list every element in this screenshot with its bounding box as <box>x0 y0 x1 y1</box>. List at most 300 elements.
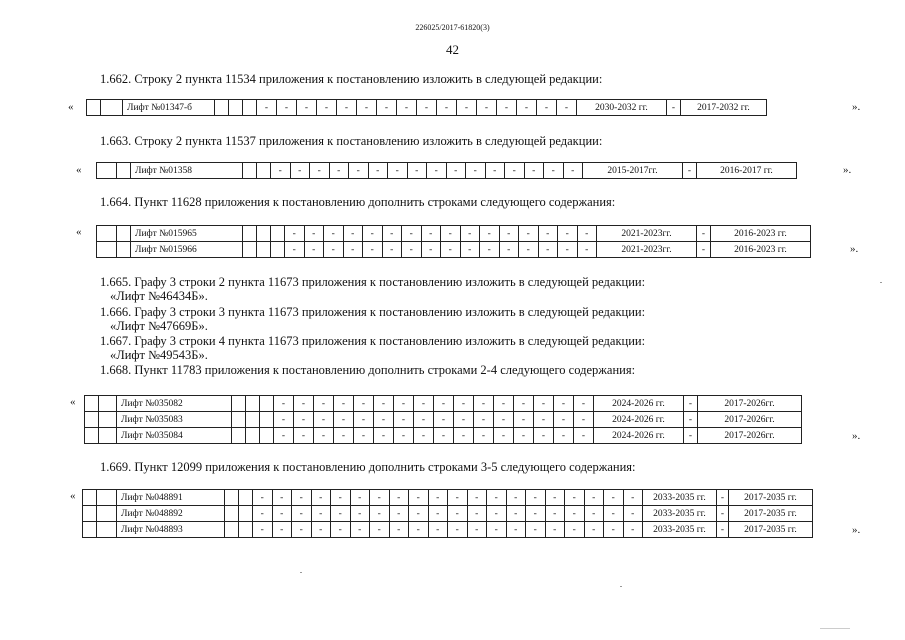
empty-cell <box>97 522 117 538</box>
dash-cell: - <box>285 242 305 258</box>
dash-cell: - <box>506 522 526 538</box>
dash-cell: - <box>414 428 434 444</box>
dash-cell: - <box>505 163 525 179</box>
empty-cell <box>257 163 271 179</box>
plan-period: 2016-2017 гг. <box>697 163 797 179</box>
elevator-name: Лифт №015965 <box>131 226 243 242</box>
dash-cell: - <box>558 226 578 242</box>
dash-cell: - <box>272 490 292 506</box>
empty-cell <box>239 506 253 522</box>
empty-cell <box>99 428 117 444</box>
dash-cell: - <box>497 100 517 116</box>
empty-cell <box>232 428 246 444</box>
dash-cell: - <box>684 412 698 428</box>
empty-cell <box>257 226 271 242</box>
empty-cell <box>271 226 285 242</box>
dash-cell: - <box>534 396 554 412</box>
registry-table <box>86 99 767 116</box>
dash-cell: - <box>514 412 534 428</box>
dash-cell: - <box>382 242 402 258</box>
dash-cell: - <box>271 163 291 179</box>
replacement-quote: «Лифт №49543Б». <box>110 348 208 362</box>
dash-cell: - <box>534 428 554 444</box>
work-period: 2024-2026 гг. <box>594 412 684 428</box>
work-period: 2024-2026 гг. <box>594 396 684 412</box>
dash-cell: - <box>350 506 370 522</box>
empty-cell <box>271 242 285 258</box>
open-quote: « <box>68 101 74 113</box>
dash-cell: - <box>314 412 334 428</box>
dash-cell: - <box>294 412 314 428</box>
dash-cell: - <box>574 396 594 412</box>
work-period: 2015-2017гг. <box>583 163 683 179</box>
dash-cell: - <box>350 490 370 506</box>
empty-cell <box>101 100 123 116</box>
dash-cell: - <box>526 522 546 538</box>
section-heading: 1.664. Пункт 11628 приложения к постановлению дополнить строками следующего содержания: <box>100 195 616 209</box>
empty-cell <box>83 490 97 506</box>
scan-speck <box>620 586 622 587</box>
empty-cell <box>97 163 117 179</box>
dash-cell: - <box>310 163 330 179</box>
empty-cell <box>239 522 253 538</box>
dash-cell: - <box>474 428 494 444</box>
dash-cell: - <box>290 163 310 179</box>
dash-cell: - <box>683 163 697 179</box>
dash-cell: - <box>565 522 585 538</box>
empty-cell <box>225 490 239 506</box>
page-number: 42 <box>446 42 459 57</box>
empty-cell <box>246 396 260 412</box>
dash-cell: - <box>324 242 344 258</box>
dash-cell: - <box>337 100 357 116</box>
dash-cell: - <box>434 396 454 412</box>
dash-cell: - <box>294 428 314 444</box>
empty-cell <box>83 522 97 538</box>
dash-cell: - <box>519 242 539 258</box>
dash-cell: - <box>421 242 441 258</box>
empty-cell <box>243 163 257 179</box>
dash-cell: - <box>311 506 331 522</box>
dash-cell: - <box>604 490 624 506</box>
dash-cell: - <box>448 506 468 522</box>
dash-cell: - <box>537 100 557 116</box>
dash-cell: - <box>374 396 394 412</box>
dash-cell: - <box>257 100 277 116</box>
dash-cell: - <box>514 428 534 444</box>
dash-cell: - <box>544 163 564 179</box>
dash-cell: - <box>274 396 294 412</box>
table-row <box>97 242 811 258</box>
dash-cell: - <box>684 428 698 444</box>
dash-cell: - <box>334 412 354 428</box>
dash-cell: - <box>334 396 354 412</box>
dash-cell: - <box>374 428 394 444</box>
empty-cell <box>117 226 131 242</box>
table-row <box>85 412 802 428</box>
dash-cell: - <box>584 506 604 522</box>
section-heading: 1.665. Графу 3 строки 2 пункта 11673 приложения к постановлению изложить в следующей редакции: <box>100 275 646 289</box>
dash-cell: - <box>558 242 578 258</box>
scan-speck <box>820 628 850 629</box>
dash-cell: - <box>409 506 429 522</box>
empty-cell <box>215 100 229 116</box>
dash-cell: - <box>434 412 454 428</box>
dash-cell: - <box>487 522 507 538</box>
dash-cell: - <box>717 506 729 522</box>
elevator-name: Лифт №035083 <box>117 412 232 428</box>
empty-cell <box>246 412 260 428</box>
dash-cell: - <box>514 396 534 412</box>
dash-cell: - <box>545 506 565 522</box>
dash-cell: - <box>294 396 314 412</box>
close-quote: ». <box>850 243 859 255</box>
elevator-name: Лифт №015966 <box>131 242 243 258</box>
dash-cell: - <box>314 396 334 412</box>
dash-cell: - <box>545 490 565 506</box>
dash-cell: - <box>409 490 429 506</box>
dash-cell: - <box>331 490 351 506</box>
dash-cell: - <box>292 490 312 506</box>
dash-cell: - <box>417 100 437 116</box>
dash-cell: - <box>477 100 497 116</box>
table-row <box>97 226 811 242</box>
empty-cell <box>117 242 131 258</box>
empty-cell <box>243 226 257 242</box>
dash-cell: - <box>684 396 698 412</box>
dash-cell: - <box>277 100 297 116</box>
dash-cell: - <box>584 522 604 538</box>
dash-cell: - <box>697 226 711 242</box>
dash-cell: - <box>382 226 402 242</box>
dash-cell: - <box>437 100 457 116</box>
work-period: 2024-2026 гг. <box>594 428 684 444</box>
section-heading: 1.662. Строку 2 пункта 11534 приложения к постановлению изложить в следующей редакции: <box>100 72 603 86</box>
dash-cell: - <box>538 226 558 242</box>
dash-cell: - <box>370 490 390 506</box>
dash-cell: - <box>467 522 487 538</box>
empty-cell <box>117 163 131 179</box>
empty-cell <box>97 490 117 506</box>
empty-cell <box>85 412 99 428</box>
dash-cell: - <box>448 490 468 506</box>
dash-cell: - <box>274 428 294 444</box>
elevator-name: Лифт №048893 <box>117 522 225 538</box>
dash-cell: - <box>370 506 390 522</box>
dash-cell: - <box>377 100 397 116</box>
dash-cell: - <box>253 490 273 506</box>
dash-cell: - <box>272 506 292 522</box>
dash-cell: - <box>574 428 594 444</box>
dash-cell: - <box>394 428 414 444</box>
empty-cell <box>225 506 239 522</box>
dash-cell: - <box>354 428 374 444</box>
dash-cell: - <box>480 242 500 258</box>
table-row <box>85 396 802 412</box>
dash-cell: - <box>454 428 474 444</box>
dash-cell: - <box>253 522 273 538</box>
dash-cell: - <box>272 522 292 538</box>
empty-cell <box>232 412 246 428</box>
dash-cell: - <box>363 226 383 242</box>
open-quote: « <box>70 396 76 408</box>
table-row <box>87 100 767 116</box>
section-heading: 1.666. Графу 3 строки 3 пункта 11673 приложения к постановлению изложить в следующей редакции: <box>100 305 646 319</box>
dash-cell: - <box>349 163 369 179</box>
dash-cell: - <box>414 396 434 412</box>
section-heading: 1.668. Пункт 11783 приложения к постановлению дополнить строками 2-4 следующего содержания: <box>100 363 636 377</box>
dash-cell: - <box>454 396 474 412</box>
table-row <box>97 163 797 179</box>
dash-cell: - <box>577 242 597 258</box>
dash-cell: - <box>557 100 577 116</box>
registry-table <box>96 225 811 258</box>
work-period: 2033-2035 гг. <box>643 506 717 522</box>
dash-cell: - <box>388 163 408 179</box>
dash-cell: - <box>407 163 427 179</box>
plan-period: 2017-2026гг. <box>698 412 802 428</box>
dash-cell: - <box>324 226 344 242</box>
dash-cell: - <box>545 522 565 538</box>
table-row <box>83 522 813 538</box>
work-period: 2033-2035 гг. <box>643 522 717 538</box>
dash-cell: - <box>485 163 505 179</box>
dash-cell: - <box>554 396 574 412</box>
dash-cell: - <box>285 226 305 242</box>
dash-cell: - <box>331 506 351 522</box>
empty-cell <box>246 428 260 444</box>
dash-cell: - <box>467 490 487 506</box>
dash-cell: - <box>526 506 546 522</box>
table-row <box>83 490 813 506</box>
dash-cell: - <box>446 163 466 179</box>
open-quote: « <box>70 490 76 502</box>
dash-cell: - <box>292 506 312 522</box>
dash-cell: - <box>441 226 461 242</box>
replacement-quote: «Лифт №46434Б». <box>110 289 208 303</box>
close-quote: ». <box>852 101 861 113</box>
empty-cell <box>232 396 246 412</box>
dash-cell: - <box>474 412 494 428</box>
dash-cell: - <box>397 100 417 116</box>
empty-cell <box>97 506 117 522</box>
dash-cell: - <box>526 490 546 506</box>
dash-cell: - <box>457 100 477 116</box>
dash-cell: - <box>297 100 317 116</box>
plan-period: 2017-2035 гг. <box>729 506 813 522</box>
open-quote: « <box>76 164 82 176</box>
dash-cell: - <box>623 506 643 522</box>
empty-cell <box>97 226 117 242</box>
dash-cell: - <box>409 522 429 538</box>
dash-cell: - <box>563 163 583 179</box>
empty-cell <box>83 506 97 522</box>
document-id: 226025/2017-61820(3) <box>415 23 490 32</box>
open-quote: « <box>76 226 82 238</box>
plan-period: 2017-2026гг. <box>698 428 802 444</box>
dash-cell: - <box>389 490 409 506</box>
elevator-name: Лифт №048892 <box>117 506 225 522</box>
table-row <box>85 428 802 444</box>
dash-cell: - <box>354 396 374 412</box>
dash-cell: - <box>428 506 448 522</box>
dash-cell: - <box>448 522 468 538</box>
elevator-name: Лифт №035082 <box>117 396 232 412</box>
dash-cell: - <box>517 100 537 116</box>
dash-cell: - <box>402 242 422 258</box>
empty-cell <box>239 490 253 506</box>
dash-cell: - <box>524 163 544 179</box>
empty-cell <box>257 242 271 258</box>
dash-cell: - <box>519 226 539 242</box>
scan-speck <box>300 572 302 573</box>
dash-cell: - <box>538 242 558 258</box>
empty-cell <box>260 428 274 444</box>
empty-cell <box>85 396 99 412</box>
elevator-name: Лифт №048891 <box>117 490 225 506</box>
dash-cell: - <box>480 226 500 242</box>
dash-cell: - <box>697 242 711 258</box>
dash-cell: - <box>467 506 487 522</box>
registry-table <box>96 162 797 179</box>
dash-cell: - <box>357 100 377 116</box>
section-heading: 1.669. Пункт 12099 приложения к постановлению дополнить строками 3-5 следующего содержания: <box>100 460 636 474</box>
dash-cell: - <box>427 163 447 179</box>
dash-cell: - <box>460 226 480 242</box>
empty-cell <box>85 428 99 444</box>
replacement-quote: «Лифт №47669Б». <box>110 319 208 333</box>
dash-cell: - <box>329 163 349 179</box>
plan-period: 2017-2035 гг. <box>729 490 813 506</box>
dash-cell: - <box>499 226 519 242</box>
empty-cell <box>99 396 117 412</box>
dash-cell: - <box>311 490 331 506</box>
dash-cell: - <box>421 226 441 242</box>
dash-cell: - <box>717 490 729 506</box>
dash-cell: - <box>487 490 507 506</box>
section-heading: 1.663. Строку 2 пункта 11537 приложения к постановлению изложить в следующей редакции: <box>100 134 603 148</box>
dash-cell: - <box>604 522 624 538</box>
empty-cell <box>229 100 243 116</box>
dash-cell: - <box>554 412 574 428</box>
plan-period: 2017-2032 гг. <box>681 100 767 116</box>
dash-cell: - <box>494 396 514 412</box>
plan-period: 2017-2026гг. <box>698 396 802 412</box>
registry-table <box>84 395 802 444</box>
dash-cell: - <box>460 242 480 258</box>
dash-cell: - <box>394 412 414 428</box>
dash-cell: - <box>414 412 434 428</box>
close-quote: ». <box>852 524 861 536</box>
close-quote: ». <box>852 430 861 442</box>
registry-table <box>82 489 813 538</box>
dash-cell: - <box>534 412 554 428</box>
dash-cell: - <box>554 428 574 444</box>
elevator-name: Лифт №01347-б <box>123 100 215 116</box>
dash-cell: - <box>274 412 294 428</box>
empty-cell <box>99 412 117 428</box>
empty-cell <box>260 412 274 428</box>
empty-cell <box>97 242 117 258</box>
dash-cell: - <box>331 522 351 538</box>
work-period: 2033-2035 гг. <box>643 490 717 506</box>
dash-cell: - <box>402 226 422 242</box>
close-quote: ». <box>843 164 852 176</box>
dash-cell: - <box>494 428 514 444</box>
dash-cell: - <box>506 506 526 522</box>
dash-cell: - <box>434 428 454 444</box>
plan-period: 2016-2023 гг. <box>711 226 811 242</box>
dash-cell: - <box>343 242 363 258</box>
plan-period: 2017-2035 гг. <box>729 522 813 538</box>
dash-cell: - <box>623 490 643 506</box>
dash-cell: - <box>499 242 519 258</box>
work-period: 2021-2023гг. <box>597 226 697 242</box>
dash-cell: - <box>717 522 729 538</box>
table-row <box>83 506 813 522</box>
dash-cell: - <box>304 242 324 258</box>
dash-cell: - <box>368 163 388 179</box>
empty-cell <box>225 522 239 538</box>
dash-cell: - <box>314 428 334 444</box>
empty-cell <box>243 242 257 258</box>
dash-cell: - <box>577 226 597 242</box>
dash-cell: - <box>584 490 604 506</box>
dash-cell: - <box>565 490 585 506</box>
dash-cell: - <box>304 226 324 242</box>
empty-cell <box>243 100 257 116</box>
dash-cell: - <box>604 506 624 522</box>
dash-cell: - <box>487 506 507 522</box>
dash-cell: - <box>253 506 273 522</box>
dash-cell: - <box>494 412 514 428</box>
dash-cell: - <box>506 490 526 506</box>
dash-cell: - <box>311 522 331 538</box>
dash-cell: - <box>317 100 337 116</box>
dash-cell: - <box>374 412 394 428</box>
work-period: 2030-2032 гг. <box>577 100 667 116</box>
dash-cell: - <box>454 412 474 428</box>
elevator-name: Лифт №01358 <box>131 163 243 179</box>
dash-cell: - <box>370 522 390 538</box>
dash-cell: - <box>363 242 383 258</box>
scan-speck <box>880 282 882 283</box>
dash-cell: - <box>623 522 643 538</box>
dash-cell: - <box>667 100 681 116</box>
dash-cell: - <box>574 412 594 428</box>
dash-cell: - <box>466 163 486 179</box>
dash-cell: - <box>389 522 409 538</box>
dash-cell: - <box>389 506 409 522</box>
dash-cell: - <box>354 412 374 428</box>
dash-cell: - <box>441 242 461 258</box>
section-heading: 1.667. Графу 3 строки 4 пункта 11673 приложения к постановлению изложить в следующей редакции: <box>100 334 646 348</box>
dash-cell: - <box>292 522 312 538</box>
dash-cell: - <box>394 396 414 412</box>
work-period: 2021-2023гг. <box>597 242 697 258</box>
dash-cell: - <box>334 428 354 444</box>
dash-cell: - <box>428 522 448 538</box>
empty-cell <box>87 100 101 116</box>
dash-cell: - <box>474 396 494 412</box>
dash-cell: - <box>350 522 370 538</box>
elevator-name: Лифт №035084 <box>117 428 232 444</box>
plan-period: 2016-2023 гг. <box>711 242 811 258</box>
dash-cell: - <box>428 490 448 506</box>
dash-cell: - <box>343 226 363 242</box>
dash-cell: - <box>565 506 585 522</box>
empty-cell <box>260 396 274 412</box>
